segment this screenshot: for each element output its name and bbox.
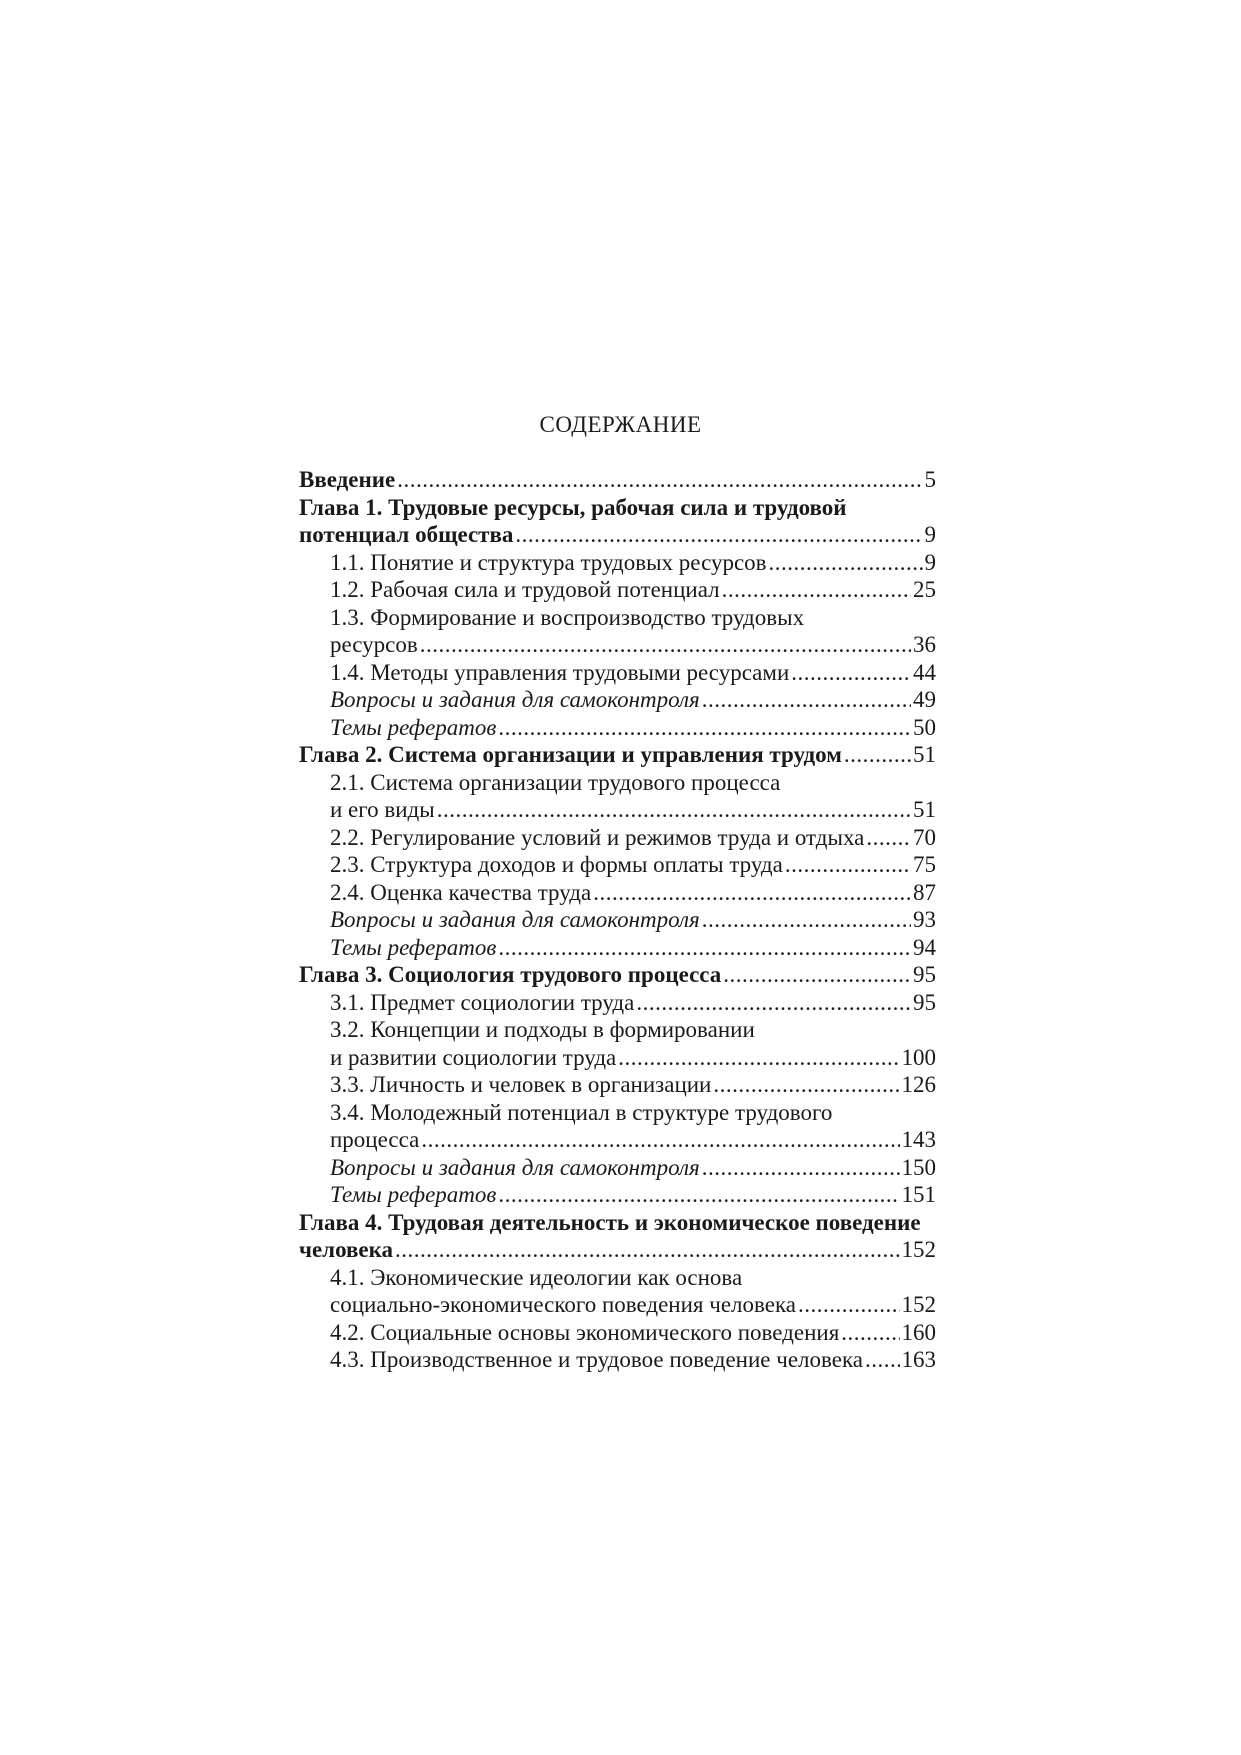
toc-entry-label: Глава 3. Социология трудового процесса <box>299 962 722 987</box>
toc-entry-label: Темы рефератов <box>330 714 497 740</box>
dot-leader <box>437 796 911 824</box>
dot-leader <box>702 686 911 714</box>
toc-entry-page-number: 126 <box>901 1072 936 1097</box>
toc-entry-label: 4.3. Производственное и трудовое поведение человека <box>330 1347 863 1372</box>
toc-entry <box>299 1071 936 1099</box>
toc-entry <box>299 989 936 1017</box>
toc-entry <box>299 1181 936 1209</box>
toc-entry <box>299 1209 936 1237</box>
dot-leader <box>841 1319 899 1347</box>
toc-entry <box>299 1264 936 1292</box>
toc-entry-page-number: 51 <box>913 797 936 822</box>
toc-entry <box>299 824 936 852</box>
toc-entry <box>299 466 936 494</box>
toc-entry-page-number: 5 <box>924 467 936 492</box>
toc-entry-page-number: 152 <box>901 1237 936 1262</box>
toc-entry-label: 1.4. Методы управления трудовыми ресурсами <box>330 659 790 685</box>
table-of-contents <box>299 466 936 1374</box>
toc-entry <box>299 576 936 604</box>
toc-entry-label: Глава 1. Трудовые ресурсы, рабочая сила и трудовой <box>299 494 847 520</box>
dot-leader <box>618 1044 899 1072</box>
dot-leader <box>498 934 911 962</box>
toc-entry <box>299 714 936 742</box>
toc-entry-page-number: 25 <box>913 577 936 602</box>
toc-entry-page-number: 163 <box>901 1347 936 1372</box>
toc-entry <box>299 796 936 824</box>
toc-entry <box>299 604 936 632</box>
toc-entry-label: потенциал общества <box>299 522 514 547</box>
toc-entry-page-number: 51 <box>913 742 936 767</box>
toc-entry <box>299 659 936 687</box>
toc-entry-page-number: 143 <box>901 1127 936 1152</box>
toc-entry <box>299 851 936 879</box>
dot-leader <box>702 1154 900 1182</box>
toc-entry-label: 1.2. Рабочая сила и трудовой потенциал <box>330 577 720 602</box>
toc-entry-page-number: 150 <box>901 1154 936 1180</box>
toc-entry-label: Вопросы и задания для самоконтроля <box>330 1154 700 1180</box>
dot-leader <box>785 851 911 879</box>
toc-entry-label: 3.2. Концепции и подходы в формировании <box>330 1017 755 1042</box>
toc-entry-label: и его виды <box>330 797 435 822</box>
toc-entry-page-number: 50 <box>913 714 936 740</box>
toc-entry-label: 2.4. Оценка качества труда <box>330 879 592 905</box>
toc-entry-label: человека <box>299 1237 394 1262</box>
toc-entry-page-number: 95 <box>913 989 936 1015</box>
toc-entry-page-number: 44 <box>913 659 936 685</box>
toc-entry-page-number: 100 <box>901 1044 936 1070</box>
toc-entry <box>299 631 936 659</box>
toc-entry <box>299 686 936 714</box>
toc-entry <box>299 741 936 769</box>
dot-leader <box>397 466 922 494</box>
toc-entry <box>299 1346 936 1374</box>
toc-entry-page-number: 151 <box>901 1182 936 1207</box>
toc-entry <box>299 1016 936 1044</box>
toc-entry-label: 3.3. Личность и человек в организации <box>330 1072 712 1097</box>
dot-leader <box>769 549 923 577</box>
dot-leader <box>498 714 911 742</box>
toc-entry-label: Вопросы и задания для самоконтроля <box>330 687 700 712</box>
toc-entry <box>299 1236 936 1264</box>
toc-entry-label: 1.3. Формирование и воспроизводство трудовых <box>330 604 805 630</box>
toc-entry <box>299 1291 936 1319</box>
toc-entry-label: процесса <box>330 1127 420 1152</box>
toc-entry <box>299 879 936 907</box>
toc-entry-label: 2.2. Регулирование условий и режимов труда и отдыха <box>330 824 865 850</box>
dot-leader <box>713 1071 899 1099</box>
toc-entry-page-number: 87 <box>913 879 936 905</box>
toc-entry-label: Глава 4. Трудовая деятельность и экономическое поведение <box>299 1209 921 1235</box>
toc-entry-page-number: 160 <box>901 1319 936 1345</box>
dot-leader <box>702 906 911 934</box>
toc-entry-label: Темы рефератов <box>330 934 497 960</box>
toc-entry <box>299 1099 936 1127</box>
toc-entry-page-number: 9 <box>924 549 936 575</box>
dot-leader <box>866 824 911 852</box>
toc-entry-page-number: 152 <box>901 1292 936 1317</box>
dot-leader <box>723 961 911 989</box>
toc-entry <box>299 494 936 522</box>
contents-title: СОДЕРЖАНИЕ <box>539 412 702 437</box>
toc-entry <box>299 1319 936 1347</box>
toc-entry-label: 4.1. Экономические идеологии как основа <box>330 1264 743 1290</box>
toc-entry-page-number: 94 <box>913 934 936 960</box>
dot-leader <box>515 521 922 549</box>
toc-entry <box>299 769 936 797</box>
dot-leader <box>844 741 911 769</box>
toc-entry-page-number: 95 <box>913 962 936 987</box>
toc-entry-label: 1.1. Понятие и структура трудовых ресурсов <box>330 549 767 575</box>
toc-entry <box>299 549 936 577</box>
dot-leader <box>722 576 911 604</box>
toc-entry <box>299 906 936 934</box>
toc-entry-page-number: 70 <box>913 824 936 850</box>
toc-entry-label: 2.3. Структура доходов и формы оплаты труда <box>330 852 783 877</box>
toc-entry-page-number: 93 <box>913 907 936 932</box>
toc-entry-label: Вопросы и задания для самоконтроля <box>330 907 700 932</box>
toc-entry-page-number: 9 <box>924 522 936 547</box>
toc-entry <box>299 1044 936 1072</box>
toc-entry <box>299 961 936 989</box>
toc-entry <box>299 521 936 549</box>
toc-entry-label: 2.1. Система организации трудового процесса <box>330 769 781 795</box>
toc-entry-label: 4.2. Социальные основы экономического поведения <box>330 1319 840 1345</box>
dot-leader <box>865 1346 900 1374</box>
toc-entry-label: ресурсов <box>330 632 418 657</box>
toc-entry-page-number: 75 <box>913 852 936 877</box>
toc-entry-label: и развитии социологии труда <box>330 1044 617 1070</box>
dot-leader <box>791 659 911 687</box>
toc-entry <box>299 1154 936 1182</box>
dot-leader <box>421 1126 899 1154</box>
dot-leader <box>420 631 911 659</box>
dot-leader <box>798 1291 900 1319</box>
toc-entry-label: Темы рефератов <box>330 1182 497 1207</box>
toc-entry <box>299 934 936 962</box>
dot-leader <box>593 879 911 907</box>
toc-entry <box>299 1126 936 1154</box>
toc-entry-label: социально-экономического поведения человека <box>330 1292 796 1317</box>
toc-entry-label: Глава 2. Система организации и управления трудом <box>299 742 842 767</box>
toc-entry-page-number: 36 <box>913 632 936 657</box>
dot-leader <box>636 989 911 1017</box>
toc-entry-label: 3.1. Предмет социологии труда <box>330 989 635 1015</box>
toc-entry-label: Введение <box>299 467 396 492</box>
toc-entry-page-number: 49 <box>913 687 936 712</box>
dot-leader <box>498 1181 899 1209</box>
toc-entry-label: 3.4. Молодежный потенциал в структуре трудового <box>330 1099 833 1125</box>
dot-leader <box>395 1236 899 1264</box>
